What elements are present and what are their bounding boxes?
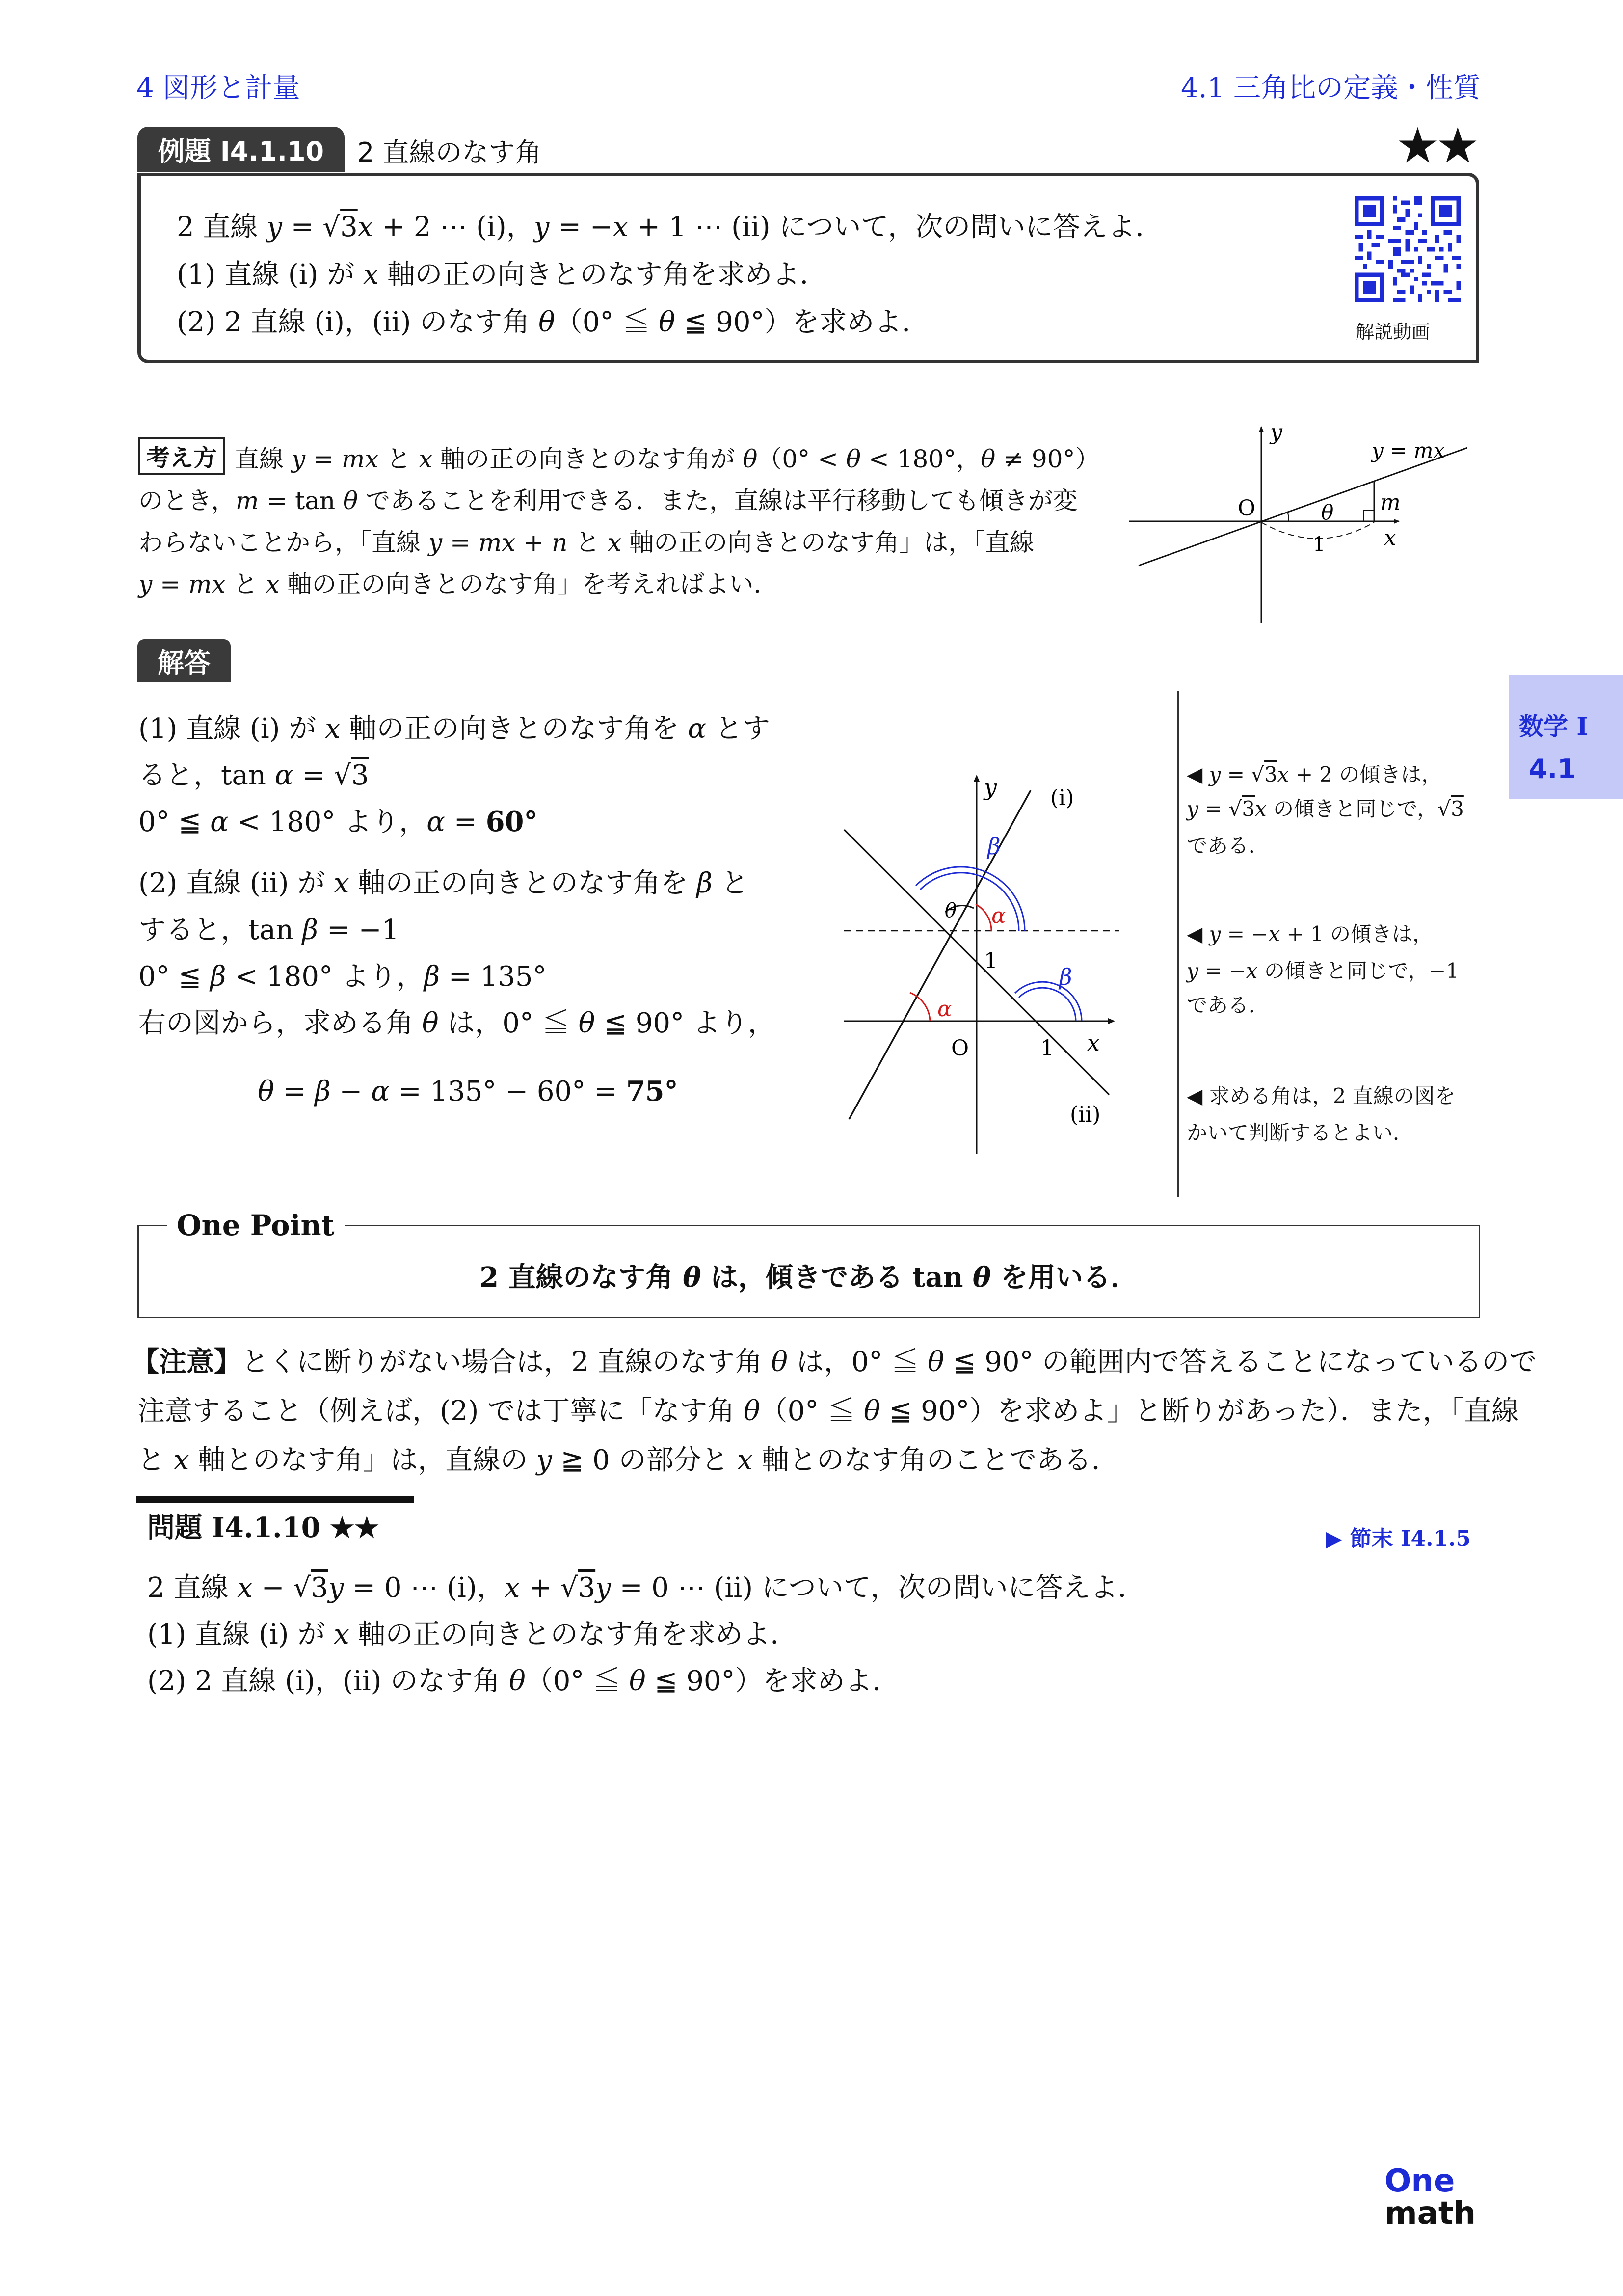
fig2-beta-label-upper: β	[987, 833, 1001, 860]
fig-m-label: m	[1380, 490, 1401, 515]
problem-title: 問題 I4.1.10 ★★	[147, 1512, 379, 1544]
note-2-line-3: である．	[1187, 993, 1270, 1017]
onepoint-text: 2 直線のなす角 θ は，傾きである tan θ を用いる．	[479, 1261, 1138, 1294]
header-chapter: 4 図形と計量	[136, 72, 300, 104]
fig-y-label: y	[1270, 420, 1282, 445]
fig2-line-ii-label: (ii)	[1070, 1102, 1101, 1127]
answer-1-line-1: (1) 直線 (i) が x 軸の正の向きとのなす角を α とす	[138, 713, 770, 745]
logo-line-2: math	[1384, 2195, 1476, 2232]
fig2-line-i	[849, 790, 1031, 1119]
note-2-line-2: y = −x の傾きと同じで，−1	[1187, 959, 1459, 983]
example-line-3: (2) 2 直線 (i)，(ii) のなす角 θ（0° ≦ θ ≦ 90°）を求めよ．	[177, 306, 930, 338]
fig2-theta-label: θ	[945, 899, 957, 922]
fig-x-label: x	[1384, 525, 1396, 550]
example-line-1: 2 直線 y = √3x + 2 ⋯ (i)，y = −x + 1 ⋯ (ii) について，次の問いに答えよ．	[177, 211, 1163, 243]
right-angle-mark	[1363, 511, 1374, 521]
fig2-beta-arc-lower-inner	[1019, 988, 1076, 1021]
fig2-alpha-label-lower: α	[937, 997, 952, 1022]
think-line-2: のとき，m = tan θ であることを利用できる．また，直線は平行移動しても傾きが変	[138, 486, 1078, 515]
think-label: 考え方	[138, 437, 225, 475]
think-line-3: わらないことから，「直線 y = mx + n と x 軸の正の向きとのなす角」は，「直線	[138, 528, 1035, 557]
two-lines-figure	[834, 766, 1129, 1159]
example-tab: 例題 I4.1.10	[137, 127, 345, 172]
fig2-alpha-arc-lower	[910, 993, 930, 1021]
think-line-1: 直線 y = mx と x 軸の正の向きとのなす角が θ（0° < θ < 180°，θ ≠ 90°）	[235, 445, 1100, 473]
notes-divider	[1177, 691, 1179, 1197]
fig2-one-x-label: 1	[1040, 1036, 1054, 1061]
answer-result: θ = β − α = 135° − 60° = 75°	[258, 1075, 678, 1107]
fig2-origin-label: O	[951, 1036, 969, 1061]
fig2-one-y-label: 1	[984, 948, 998, 973]
caution-line-1: 【注意】とくに断りがない場合は，2 直線のなす角 θ は，0° ≦ θ ≦ 90° の範囲内で答えることになっているので	[132, 1346, 1537, 1378]
note-1-line-3: である．	[1187, 834, 1270, 858]
answer-tab: 解答	[137, 639, 231, 682]
note-3-line-2: かいて判断するとよい．	[1187, 1121, 1414, 1145]
note-3-line-1: ◀ 求める角は，2 直線の図を	[1187, 1084, 1456, 1108]
fig2-x-label: x	[1087, 1029, 1100, 1056]
answer-2-line-4: 右の図から，求める角 θ は，0° ≦ θ ≦ 90° より，	[138, 1007, 775, 1039]
answer-2-line-1: (2) 直線 (ii) が x 軸の正の向きとのなす角を β と	[138, 867, 749, 899]
fig2-alpha-arc-upper	[976, 904, 991, 931]
answer-2-line-2: すると，tan β = −1	[138, 914, 399, 946]
example-line-2: (1) 直線 (i) が x 軸の正の向きとのなす角を求めよ．	[177, 259, 827, 291]
note-1-line-1: ◀ y = √3x + 2 の傾きは，	[1187, 762, 1442, 786]
fig2-beta-label-lower: β	[1059, 964, 1072, 990]
logo-line-1: One	[1384, 2163, 1455, 2199]
difficulty-stars: ★★	[1395, 117, 1476, 174]
problem-line-1: 2 直線 x − √3y = 0 ⋯ (i)，x + √3y = 0 ⋯ (ii) について，次の問いに答えよ．	[147, 1572, 1145, 1604]
fig2-alpha-label-upper: α	[991, 903, 1006, 928]
example-title: 2 直線のなす角	[357, 137, 542, 168]
qr-label: 解説動画	[1356, 321, 1431, 343]
side-tab-section: 4.1	[1529, 754, 1576, 784]
problem-line-3: (2) 2 直線 (i)，(ii) のなす角 θ（0° ≦ θ ≦ 90°）を求めよ．	[147, 1665, 900, 1697]
answer-1-line-3: 0° ≦ α < 180° より，α = 60°	[138, 806, 538, 838]
caution-line-2: 注意すること（例えば，(2) では丁寧に「なす角 θ（0° ≦ θ ≦ 90°）を求めよ」と断りがあった）．また，「直線	[137, 1395, 1519, 1427]
fig-theta-label: θ	[1321, 500, 1334, 524]
fig-one-label: 1	[1313, 533, 1326, 556]
onepoint-title: One Point	[167, 1209, 345, 1242]
answer-2-line-3: 0° ≦ β < 180° より，β = 135°	[138, 961, 547, 993]
side-tab-subject: 数学 I	[1519, 712, 1588, 741]
think-line-4: y = mx と x 軸の正の向きとのなす角」を考えればよい．	[138, 570, 778, 598]
fig-line-label: y = mx	[1372, 438, 1445, 462]
theta-arc	[1287, 512, 1289, 521]
line-y-mx	[1139, 448, 1467, 566]
fig-origin-label: O	[1238, 496, 1256, 521]
onemath-logo	[1384, 2165, 1476, 2230]
answer-1-line-2: ると，tan α = √3	[138, 759, 369, 791]
header-section: 4.1 三角比の定義・性質	[1181, 72, 1481, 104]
note-2-line-1: ◀ y = −x + 1 の傾きは，	[1187, 922, 1434, 946]
note-1-line-2: y = √3x の傾きと同じで，√3	[1187, 797, 1464, 821]
slope-figure	[1124, 417, 1467, 628]
problem-reference-link[interactable]: ▶ 節末 I4.1.5	[1326, 1526, 1471, 1551]
caution-line-3: と x 軸とのなす角」は，直線の y ≧ 0 の部分と x 軸とのなす角のことである．	[137, 1444, 1119, 1476]
qr-code-icon[interactable]	[1355, 196, 1461, 302]
fig2-line-i-label: (i)	[1050, 785, 1074, 810]
problem-rule	[136, 1496, 414, 1503]
problem-line-2: (1) 直線 (i) が x 軸の正の向きとのなす角を求めよ．	[147, 1619, 798, 1650]
fig2-y-label: y	[984, 774, 997, 801]
